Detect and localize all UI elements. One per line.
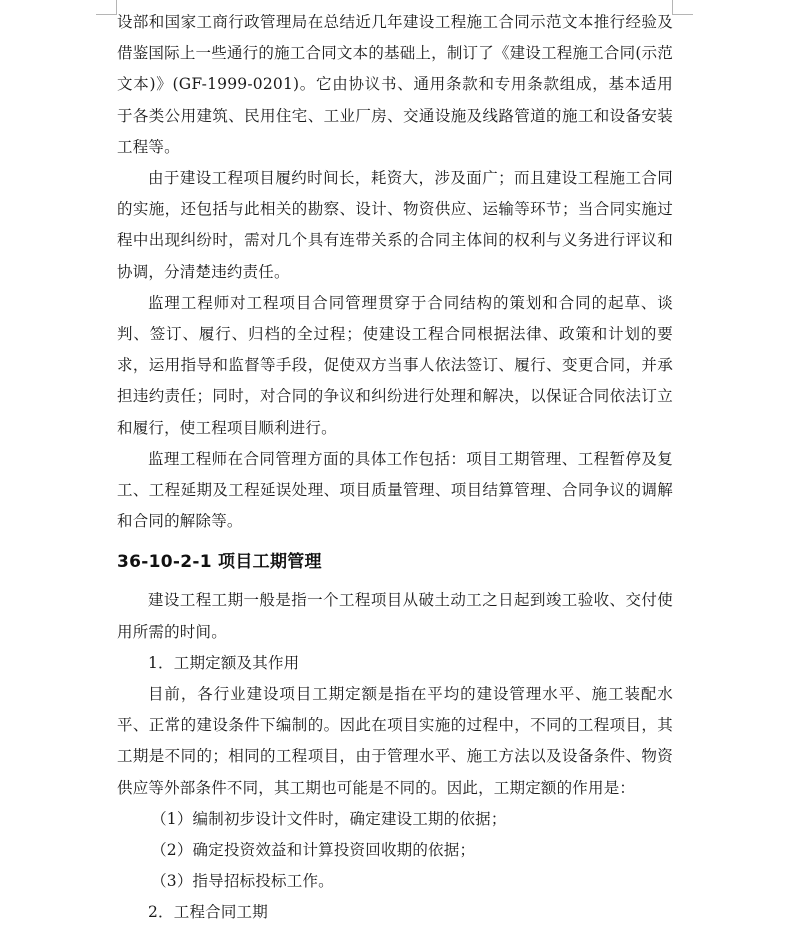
item-1-title: 1．工期定额及其作用	[148, 653, 300, 672]
item-2-title: 2．工程合同工期	[148, 903, 268, 922]
subitem-2: （2）确定投资效益和计算投资回收期的依据；	[151, 841, 476, 860]
section-heading: 36-10-2-1 项目工期管理	[117, 552, 322, 573]
subitem-3: （3）指导招标投标工作。	[151, 872, 334, 891]
paragraph-item-1-body: 目前，各行业建设项目工期定额是指在平均的建设管理水平、施工装配水平、正常的建设条件下编制的。因此在项目实施的过程中，不同的工程项目，其工期是不同的；相同的工程项目，由于管理水平、施工方法以及设备条件、物资供应等外部条件不同，其工期也可能是不同的。因此，工期定额的作用是：	[117, 685, 673, 797]
subitem-1: （1）编制初步设计文件时，确定建设工期的依据；	[151, 809, 507, 828]
paragraph-project-characteristics: 由于建设工程项目履约时间长，耗资大，涉及面广；而且建设工程施工合同的实施，还包括与此相关的勘察、设计、物资供应、运输等环节；当合同实施过程中出现纠纷时，需对几个具有连带关系的合同主体间的权利与义务进行评议和协调，分清楚违约责任。	[117, 169, 673, 281]
paragraph-continuation: 设部和国家工商行政管理局在总结近几年建设工程施工合同示范文本推行经验及借鉴国际上一些通行的施工合同文本的基础上，制订了《建设工程施工合同(示范文本)》(GF-1999-0201)。它由协议书、通用条款和专用条款组成，基本适用于各类公用建筑、民用住宅、工业厂房、交通设施及线路管道的施工和设备安装工程等。	[117, 13, 673, 156]
paragraph-engineer-contract-management: 监理工程师对工程项目合同管理贯穿于合同结构的策划和合同的起草、谈判、签订、履行、归档的全过程；使建设工程合同根据法律、政策和计划的要求，运用指导和监督等手段，促使双方当事人依法签订、履行、变更合同，并承担违约责任；同时，对合同的争议和纠纷进行处理和解决，以保证合同依法订立和履行，使工程项目顺利进行。	[117, 293, 673, 437]
crop-mark-top-right	[672, 0, 693, 15]
document-page	[117, 7, 673, 929]
paragraph-engineer-specific-work: 监理工程师在合同管理方面的具体工作包括：项目工期管理、工程暂停及复工、工程延期及工程延误处理、项目质量管理、项目结算管理、合同争议的调解和合同的解除等。	[117, 449, 673, 531]
paragraph-section-intro: 建设工程工期一般是指一个工程项目从破土动工之日起到竣工验收、交付使用所需的时间。	[117, 591, 673, 641]
crop-mark-top-left	[96, 0, 117, 15]
